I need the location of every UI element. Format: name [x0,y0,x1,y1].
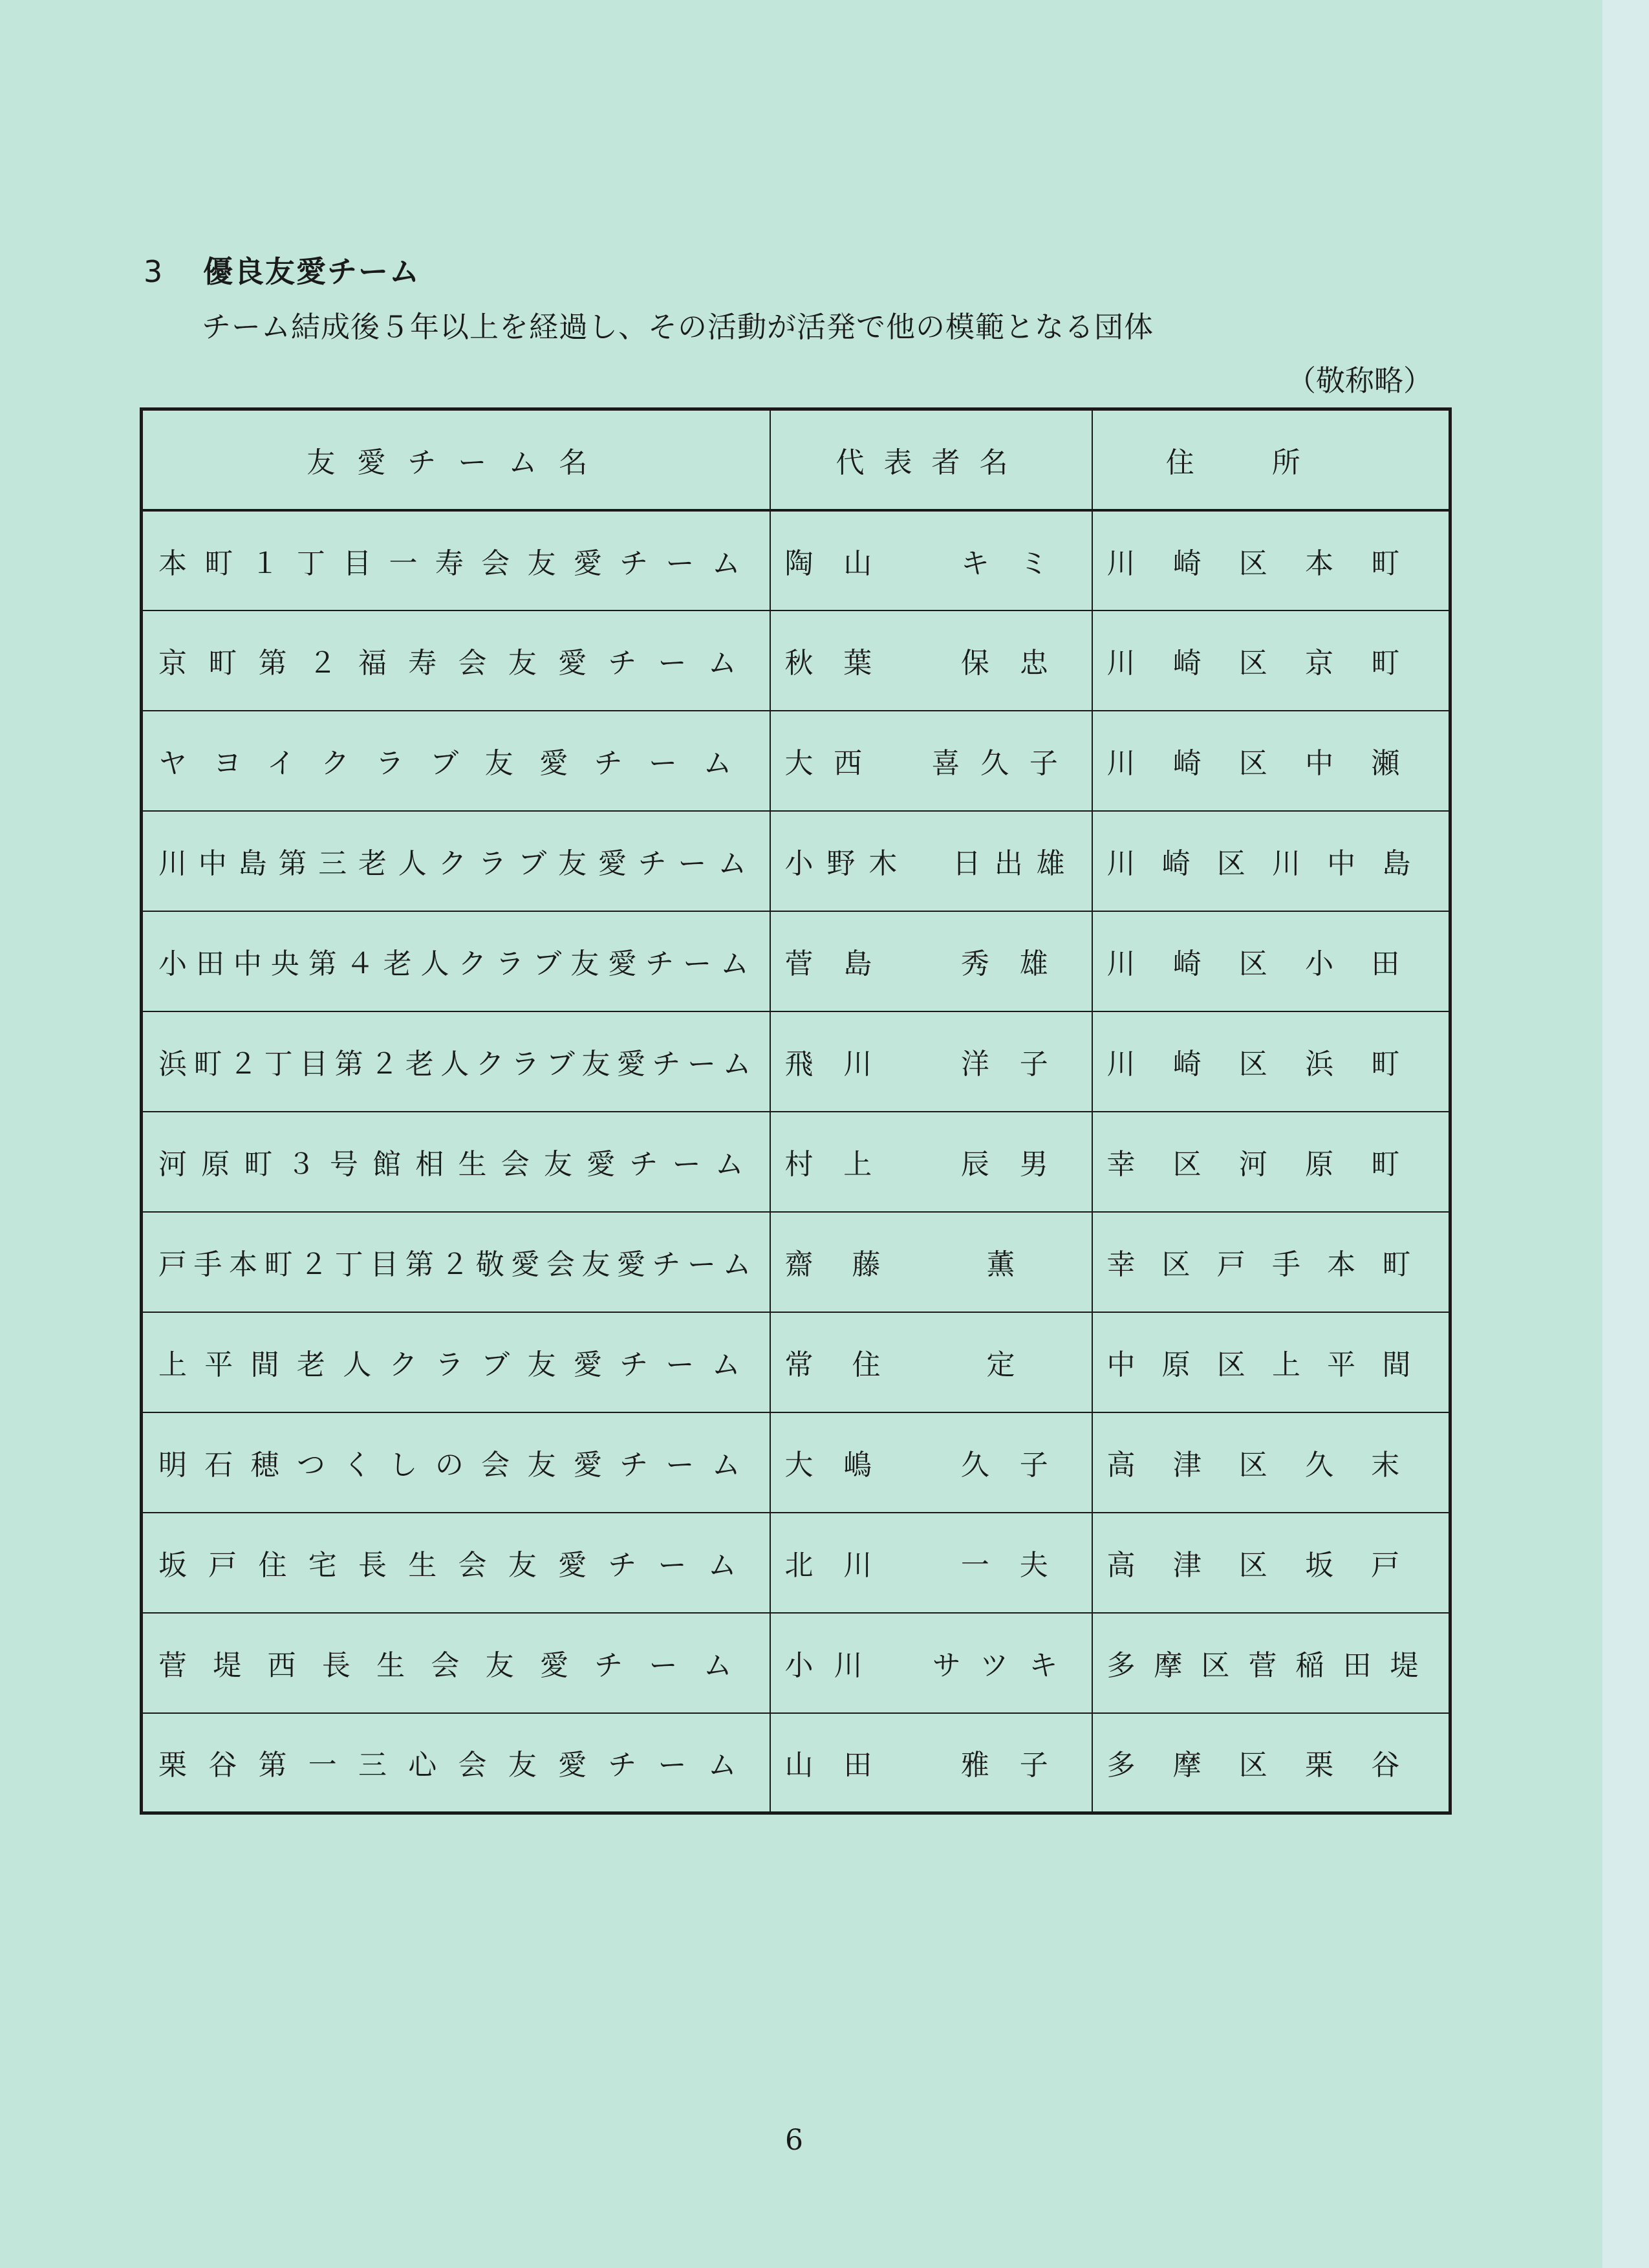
team-name-cell [142,1011,770,1112]
representative-cell [770,510,1092,610]
representative-cell-text: 北川 一夫 [784,1549,1079,1582]
section-heading [144,248,420,291]
table-header-row [142,409,1450,510]
table-row [142,711,1450,811]
address-cell-text: 幸区河原町 [1106,1148,1438,1181]
page-edge-strip [1602,0,1649,2268]
representative-cell [770,1613,1092,1713]
team-name-cell [142,610,770,711]
table-row [142,610,1450,711]
table-row [142,1312,1450,1412]
address-cell-text: 川崎区浜町 [1106,1048,1438,1081]
representative-cell-text: 大嶋 久子 [784,1449,1079,1482]
representative-cell-text: 小川 サツキ [784,1649,1079,1682]
team-name-cell [142,1513,770,1613]
table-row [142,1011,1450,1112]
team-name-cell [142,1312,770,1412]
address-cell-text: 川崎区京町 [1106,647,1438,680]
address-cell [1092,911,1450,1011]
address-cell [1092,1011,1450,1112]
address-cell [1092,811,1450,911]
team-name-cell-text: 菅堤西長生会友愛チーム [158,1649,758,1682]
representative-cell-text: 秋葉 保忠 [784,647,1079,680]
team-name-cell-text: 明石穂つくしの会友愛チーム [158,1449,758,1482]
representative-cell-text: 山田 雅子 [784,1749,1079,1782]
team-name-cell-text: 戸手本町２丁目第２敬愛会友愛チーム [158,1248,758,1281]
address-cell-text: 中原区上平間 [1106,1348,1438,1381]
representative-cell-text: 陶山 キミ [784,546,1079,580]
page-number: 6 [785,2124,803,2157]
address-cell [1092,510,1450,610]
address-cell [1092,1613,1450,1713]
team-name-cell-text: 栗谷第一三心会友愛チーム [158,1749,758,1782]
representative-cell [770,1513,1092,1613]
table-row [142,1412,1450,1513]
address-cell [1092,1412,1450,1513]
address-cell-text: 高津区坂戸 [1106,1549,1438,1582]
team-name-cell-text: 京町第２福寿会友愛チーム [158,647,758,680]
address-cell [1092,711,1450,811]
team-name-cell [142,1112,770,1212]
representative-cell [770,911,1092,1011]
team-name-cell [142,1212,770,1312]
address-cell-text: 多摩区菅稲田堤 [1106,1649,1438,1682]
team-name-cell [142,711,770,811]
representative-cell [770,1011,1092,1112]
team-name-cell [142,911,770,1011]
representative-cell [770,1412,1092,1513]
representative-cell [770,1312,1092,1412]
table-row [142,1713,1450,1813]
team-name-cell-text: 河原町３号館相生会友愛チーム [158,1148,758,1181]
address-cell [1092,1112,1450,1212]
section-description: チーム結成後５年以上を経過し、その活動が活発で他の模範となる団体 [202,310,1154,344]
team-name-cell [142,811,770,911]
representative-cell [770,610,1092,711]
representative-cell-text: 菅島 秀雄 [784,947,1079,980]
address-cell-text: 多摩区栗谷 [1106,1749,1438,1782]
table-row [142,811,1450,911]
representative-cell-text: 小野木 日出雄 [784,847,1079,880]
table-row [142,911,1450,1011]
address-cell [1092,1312,1450,1412]
address-cell [1092,1212,1450,1312]
header-representative: 代表者名 [770,409,1092,510]
representative-cell-text: 大西 喜久子 [784,747,1079,780]
representative-cell-text: 常住 定 [784,1348,1054,1381]
honorific-note: （敬称略） [1286,363,1432,398]
team-name-cell [142,1412,770,1513]
section-number: 3 [144,254,164,289]
representative-cell-text: 飛川 洋子 [784,1048,1079,1081]
address-cell-text: 川崎区本町 [1106,546,1438,580]
table-row [142,1212,1450,1312]
team-name-cell [142,510,770,610]
representative-cell-text: 齋藤 薫 [784,1248,1054,1281]
address-cell-text: 幸区戸手本町 [1106,1248,1438,1281]
representative-cell [770,1713,1092,1813]
address-cell-text: 川崎区小田 [1106,947,1438,980]
representative-cell-text: 村上 辰男 [784,1148,1079,1181]
address-cell-text: 川崎区川中島 [1106,847,1438,880]
header-team-name: 友愛チーム名 [142,409,770,510]
table-row [142,510,1450,610]
team-name-cell-text: ヤヨイクラブ友愛チーム [158,747,758,780]
team-name-cell-text: 川中島第三老人クラブ友愛チーム [158,847,758,880]
team-name-cell-text: 上平間老人クラブ友愛チーム [158,1348,758,1381]
representative-cell [770,811,1092,911]
team-name-cell-text: 浜町２丁目第２老人クラブ友愛チーム [158,1048,758,1081]
table-body [142,510,1450,1813]
team-name-cell-text: 小田中央第４老人クラブ友愛チーム [158,947,758,980]
team-name-cell [142,1613,770,1713]
table-row [142,1513,1450,1613]
table-row [142,1613,1450,1713]
award-table [140,407,1452,1815]
team-name-cell-text: 坂戸住宅長生会友愛チーム [158,1549,758,1582]
address-cell [1092,1513,1450,1613]
address-cell-text: 川崎区中瀬 [1106,747,1438,780]
team-name-cell [142,1713,770,1813]
representative-cell [770,1112,1092,1212]
address-cell [1092,610,1450,711]
address-cell-text: 高津区久末 [1106,1449,1438,1482]
section-title: 優良友愛チーム [203,254,420,289]
header-address: 住所 [1092,409,1450,510]
address-cell [1092,1713,1450,1813]
representative-cell [770,1212,1092,1312]
representative-cell [770,711,1092,811]
team-name-cell-text: 本町１丁目一寿会友愛チーム [158,546,758,580]
table-row [142,1112,1450,1212]
